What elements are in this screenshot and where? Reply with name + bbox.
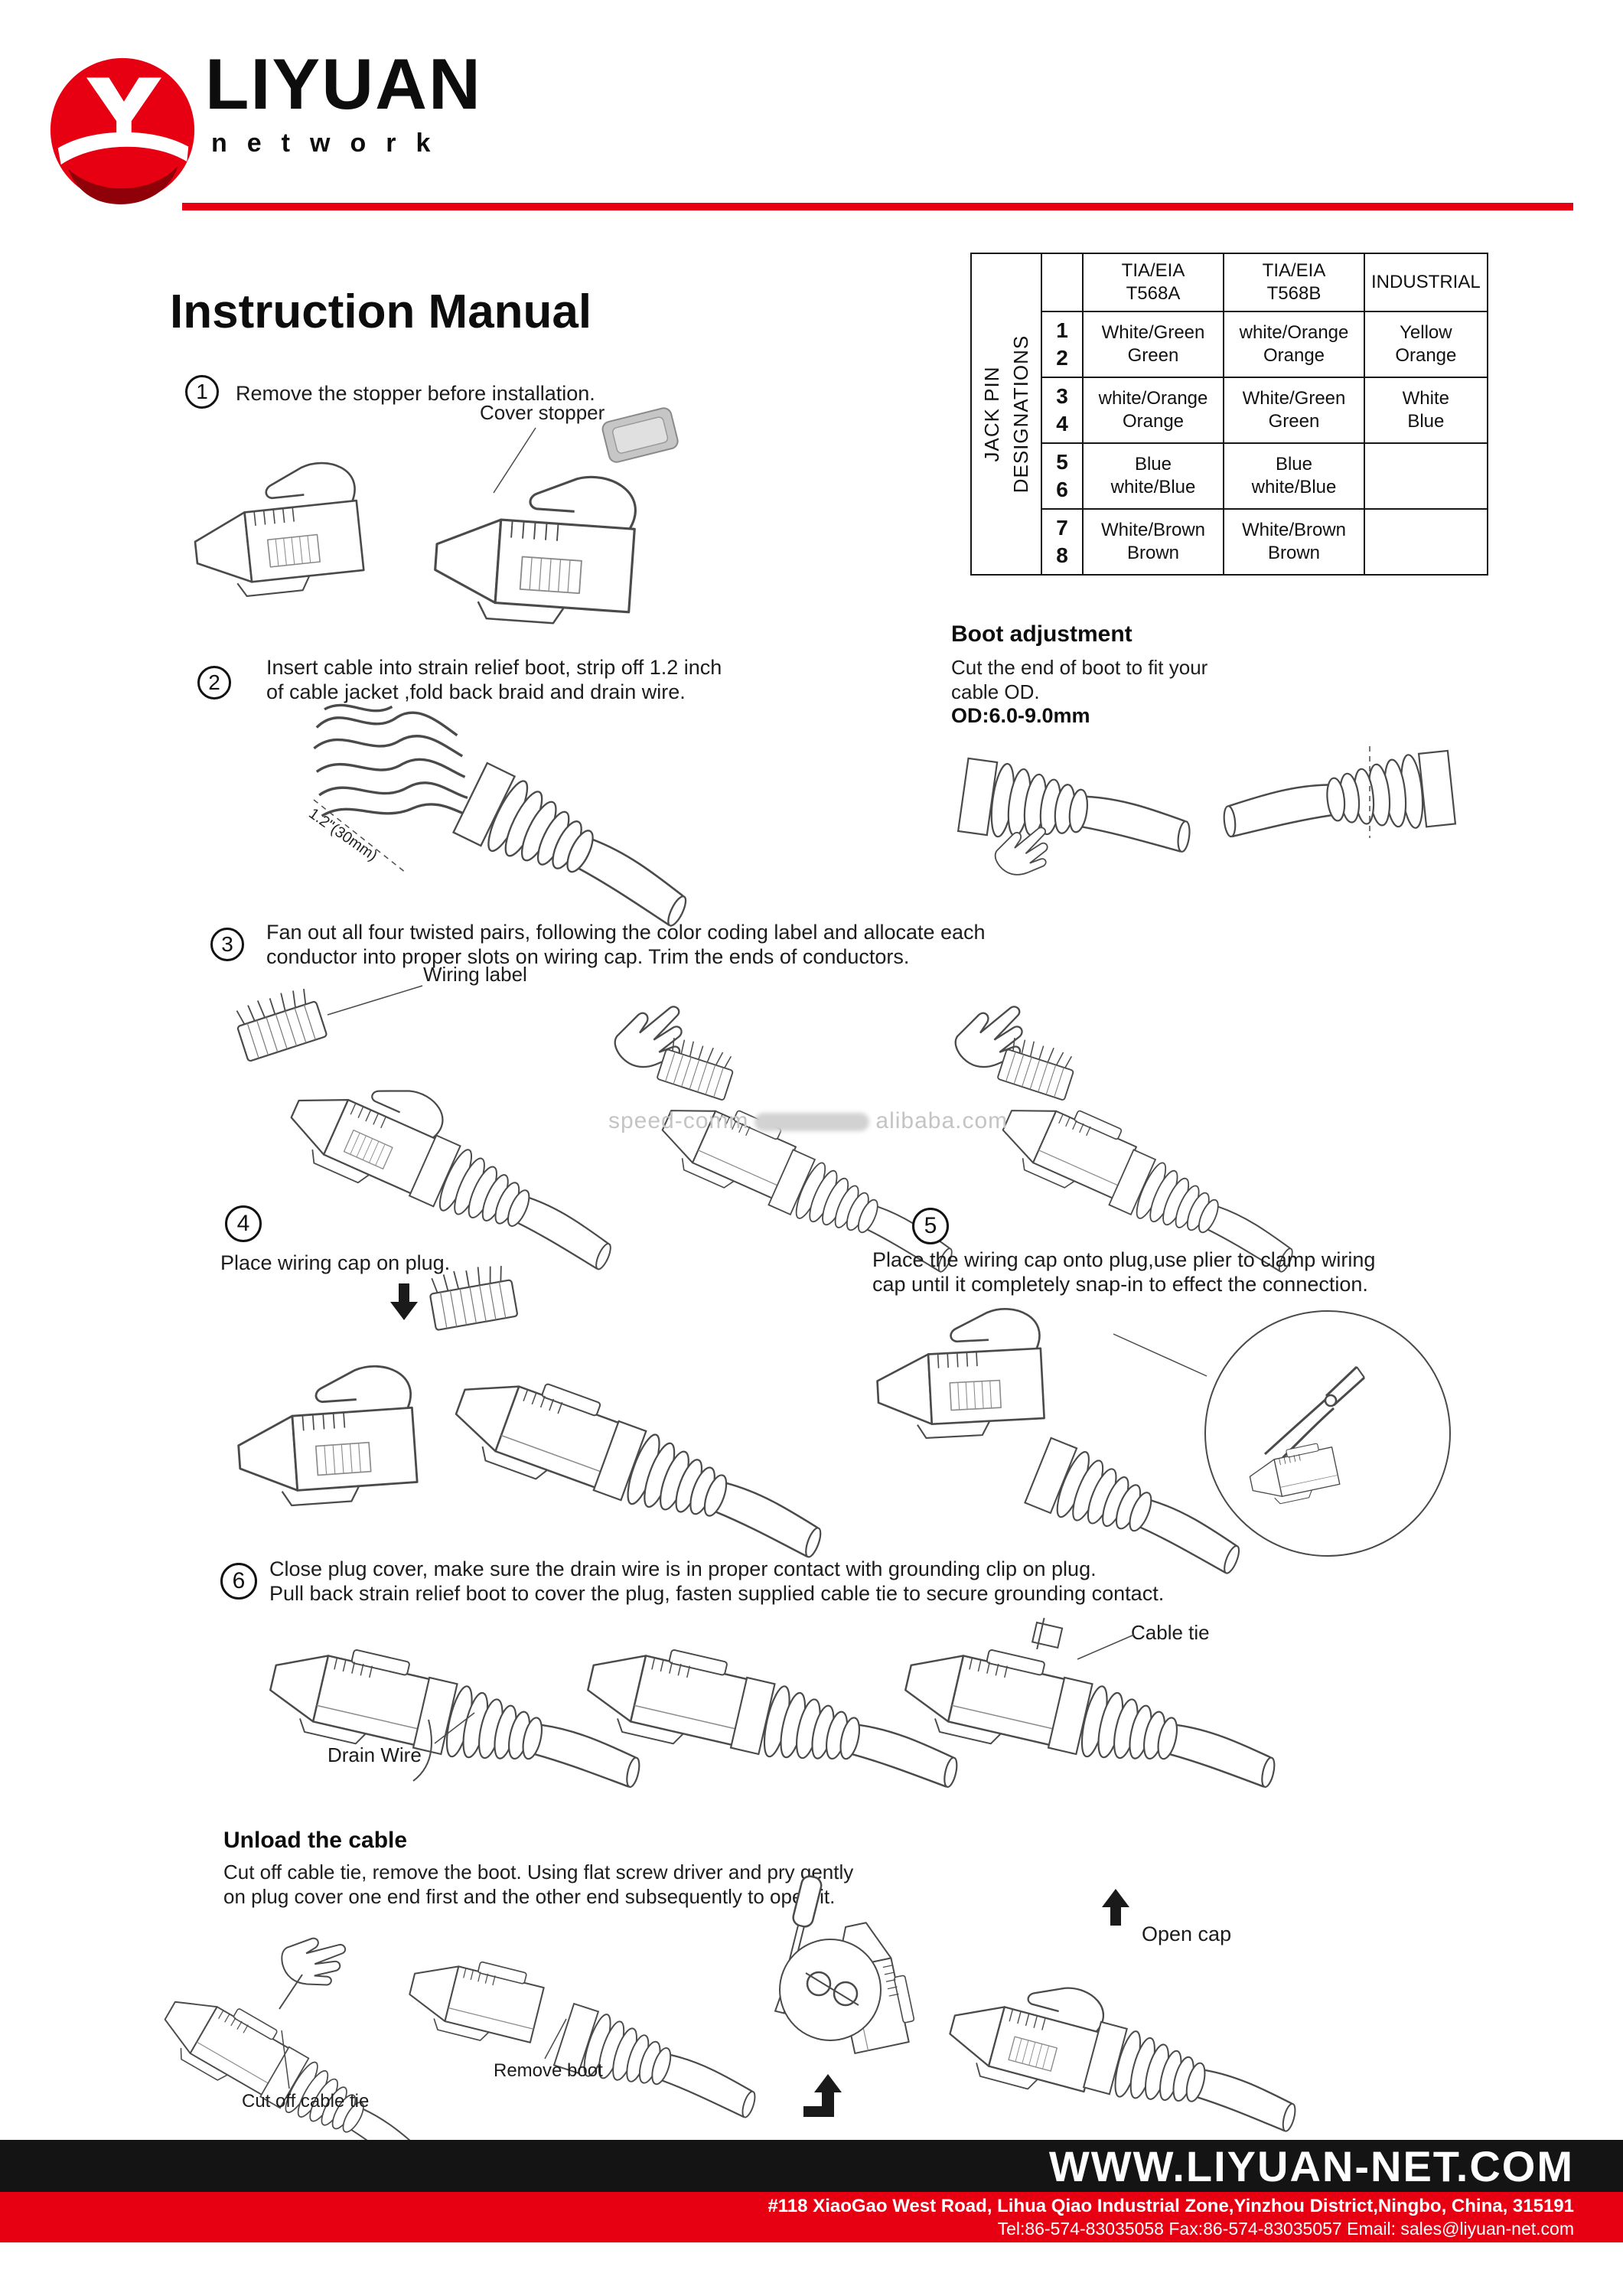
industrial-cell: Yellow Orange: [1364, 311, 1488, 377]
table-row-pins-7-8: [971, 509, 1488, 575]
unload-text-line2: on plug cover one end first and the other end subsequently to open it.: [223, 1885, 836, 1908]
cut-off-cable-tie-label: Cut off cable tie: [242, 2091, 370, 2112]
brand-subtitle: network: [211, 129, 451, 158]
cover-stopper-label: Cover stopper: [480, 401, 605, 424]
t568b-cell: White/Green Green: [1224, 377, 1364, 443]
step-6-number: 6: [220, 1563, 257, 1600]
table-side-header: [971, 253, 1041, 575]
step3-illustration-2: [582, 989, 918, 1218]
bent-up-arrow-icon: [803, 2074, 842, 2117]
industrial-cell: [1364, 443, 1488, 509]
step-4-number: 4: [225, 1205, 262, 1242]
boot-adjustment-text-line2: cable OD.: [951, 680, 1040, 703]
leader-line: [429, 1707, 482, 1749]
leader-line: [536, 2011, 574, 2063]
unload-illustration-4: [957, 1889, 1293, 2134]
step-2-number: 2: [197, 666, 231, 700]
col-header-t568a: [1083, 253, 1224, 311]
boot-adjustment-illustration: [957, 723, 1462, 884]
unload-text-line1: Cut off cable tie, remove the boot. Using flat screw driver and pry gently: [223, 1861, 854, 1883]
footer-website-bar: [0, 2140, 1623, 2192]
open-cap-label: Open cap: [1142, 1923, 1232, 1945]
step3-illustration-3: [922, 989, 1259, 1218]
header-line: TIA/EIA: [1121, 260, 1185, 281]
t568b-cell: white/Orange Orange: [1224, 311, 1364, 377]
t568b-cell: White/Brown Brown: [1224, 509, 1364, 575]
unload-illustration-2: [413, 1919, 742, 2111]
unload-illustration-3: [715, 1875, 991, 2128]
watermark-right: alibaba.com: [875, 1108, 1009, 1133]
industrial-cell: White Blue: [1364, 377, 1488, 443]
pin-numbers: 7 8: [1041, 509, 1083, 575]
side-label-line2: DESIGNATIONS: [1009, 334, 1032, 494]
pin-numbers: 1 2: [1041, 311, 1083, 377]
side-label-line1: JACK PIN: [980, 366, 1003, 462]
step-5-text-line2: cap until it completely snap-in to effect the connection.: [872, 1273, 1368, 1296]
remove-boot-label: Remove boot: [494, 2060, 603, 2081]
step-5-text-line1: Place the wiring cap onto plug,use plier to clamp wiring: [872, 1248, 1376, 1271]
down-arrow-icon: [390, 1283, 418, 1320]
step1-illustration: [180, 429, 715, 620]
step-3-number: 3: [210, 928, 244, 961]
watermark: [608, 1108, 1008, 1134]
t568a-cell: Blue white/Blue: [1083, 443, 1224, 509]
step-5-number: 5: [912, 1208, 949, 1244]
step-2-text-line2: of cable jacket ,fold back braid and drain wire.: [266, 680, 686, 703]
watermark-left: speed-comm: [608, 1108, 749, 1133]
step3-illustration-1: [226, 980, 585, 1217]
step-3-text-line2: conductor into proper slots on wiring cap. Trim the ends of conductors.: [266, 945, 910, 968]
step-6-text-line1: Close plug cover, make sure the drain wire is in proper contact with grounding clip on plug.: [269, 1557, 1097, 1580]
col-header-t568b: [1224, 253, 1364, 311]
footer-contact: Tel:86-574-83035058 Fax:86-574-83035057 Email: sales@liyuan-net.com: [997, 2218, 1574, 2239]
table-row-pins-5-6: [971, 443, 1488, 509]
cable-tie-label: Cable tie: [1131, 1621, 1210, 1644]
step-3-text-line1: Fan out all four twisted pairs, following the color coding label and allocate each: [266, 921, 986, 944]
header-line: T568B: [1266, 283, 1322, 304]
table-header-row: [971, 253, 1488, 311]
t568b-cell: Blue white/Blue: [1224, 443, 1364, 509]
step-1-text: Remove the stopper before installation.: [236, 382, 595, 405]
header-line: T568A: [1126, 283, 1181, 304]
drain-wire-label: Drain Wire: [328, 1743, 422, 1766]
step-6-text-line2: Pull back strain relief boot to cover the plug, fasten supplied cable tie to secure grounding contact.: [269, 1582, 1165, 1605]
step-4-text: Place wiring cap on plug.: [220, 1251, 451, 1274]
header-line: INDUSTRIAL: [1371, 272, 1481, 292]
boot-od-spec: OD:6.0-9.0mm: [951, 704, 1090, 727]
up-arrow-icon: [1102, 1889, 1129, 1926]
industrial-cell: [1364, 509, 1488, 575]
header-rule: [182, 203, 1573, 210]
watermark-blur: [754, 1113, 869, 1131]
strip-length-label: 1.2"(30mm): [305, 805, 381, 865]
step-1-number: 1: [185, 375, 219, 409]
step6-illustration-2: [589, 1616, 941, 1838]
pin-numbers: 3 4: [1041, 377, 1083, 443]
table-row-pins-3-4: [971, 377, 1488, 443]
leader-line: [1071, 1630, 1140, 1665]
pin-column-header: [1041, 253, 1083, 311]
header-line: TIA/EIA: [1262, 260, 1326, 281]
step4-illustration: [218, 1264, 823, 1586]
step2-illustration: [302, 677, 754, 930]
page-title: Instruction Manual: [170, 285, 592, 338]
t568a-cell: White/Green Green: [1083, 311, 1224, 377]
boot-adjustment-title: Boot adjustment: [951, 621, 1133, 647]
footer-address: #118 XiaoGao West Road, Lihua Qiao Industrial Zone,Yinzhou District,Ningbo, China, 315191: [768, 2195, 1574, 2216]
step5-illustration: [861, 1292, 1504, 1583]
pin-numbers: 5 6: [1041, 443, 1083, 509]
brand-name: LIYUAN: [205, 44, 482, 124]
t568a-cell: White/Brown Brown: [1083, 509, 1224, 575]
pin-designation-table: [970, 253, 1488, 576]
leader-line: [268, 2024, 306, 2093]
liyuan-logo-icon: [47, 55, 197, 205]
wiring-label-label: Wiring label: [423, 963, 527, 986]
t568a-cell: white/Orange Orange: [1083, 377, 1224, 443]
table-row-pins-1-2: [971, 311, 1488, 377]
boot-adjustment-text-line1: Cut the end of boot to fit your: [951, 656, 1208, 679]
footer-contact-bar: [0, 2192, 1623, 2242]
unload-title: Unload the cable: [223, 1828, 408, 1853]
col-header-industrial: [1364, 253, 1488, 311]
step-2-text-line1: Insert cable into strain relief boot, strip off 1.2 inch: [266, 656, 722, 679]
footer-website: WWW.LIYUAN-NET.COM: [1048, 2141, 1574, 2190]
